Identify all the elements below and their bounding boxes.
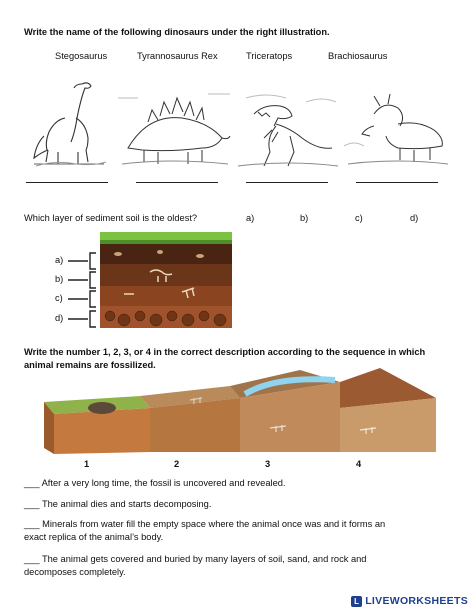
stegosaurus-illustration (118, 88, 232, 170)
sequence-blank-4[interactable]: ___ (24, 554, 40, 564)
sequence-blank-2[interactable]: ___ (24, 499, 40, 509)
q2-option-b[interactable]: b) (300, 213, 309, 223)
dino-name-trex: Tyrannosaurus Rex (137, 51, 218, 61)
sequence-blank-3[interactable]: ___ (24, 519, 40, 529)
sequence-text-2: The animal dies and starts decomposing. (41, 499, 212, 509)
layer-label-d: d) (55, 313, 64, 323)
sequence-text-4-cont: decomposes completely. (24, 567, 126, 577)
q2-question: Which layer of sediment soil is the oldest? (24, 213, 198, 223)
sequence-text-1: After a very long time, the fossil is uncovered and revealed. (41, 478, 286, 488)
fossilization-stages-illustration (40, 368, 440, 456)
layer-brackets (66, 250, 102, 328)
sequence-item-3 (24, 518, 385, 531)
liveworksheets-logo (351, 595, 468, 607)
answer-blank-4[interactable] (356, 182, 438, 183)
answer-blank-2[interactable] (136, 182, 218, 183)
stage-number-2: 2 (174, 459, 180, 469)
dino-name-triceratops: Triceratops (246, 51, 293, 61)
sequence-text-3-cont: exact replica of the animal’s body. (24, 532, 164, 542)
sequence-blank-1[interactable]: ___ (24, 478, 40, 488)
trex-illustration (236, 90, 340, 172)
q1-instruction: Write the name of the following dinosaurs under the right illustration. (24, 27, 330, 37)
q2-option-a[interactable]: a) (246, 213, 255, 223)
layer-label-b: b) (55, 274, 64, 284)
layer-label-c: c) (55, 293, 63, 303)
sequence-text-3: Minerals from water fill the empty space where the animal once was and it forms an (42, 519, 386, 529)
stage-number-1: 1 (84, 459, 90, 469)
dino-name-stegosaurus: Stegosaurus (55, 51, 108, 61)
q3-instruction-line1: Write the number 1, 2, 3, or 4 in the correct description according to the sequence in which (24, 347, 426, 357)
sequence-item-4 (24, 553, 366, 566)
logo-text: LIVEWORKSHEETS (365, 595, 468, 607)
layer-label-a: a) (55, 255, 64, 265)
soil-layers-illustration (100, 232, 232, 328)
answer-blank-3[interactable] (246, 182, 328, 183)
answer-blank-1[interactable] (26, 182, 108, 183)
q3-instruction-line2: animal remains are fossilized. (24, 360, 156, 370)
brachiosaurus-illustration (30, 78, 110, 170)
triceratops-illustration (344, 94, 450, 172)
dino-name-brachiosaurus: Brachiosaurus (328, 51, 388, 61)
stage-number-4: 4 (356, 459, 362, 469)
sequence-item-1 (24, 477, 286, 490)
q2-option-c[interactable]: c) (355, 213, 363, 223)
sequence-text-4: The animal gets covered and buried by many layers of soil, sand, and rock and (41, 554, 367, 564)
q2-option-d[interactable]: d) (410, 213, 419, 223)
sequence-item-2 (24, 498, 211, 511)
logo-icon: L (351, 596, 362, 607)
stage-number-3: 3 (265, 459, 271, 469)
